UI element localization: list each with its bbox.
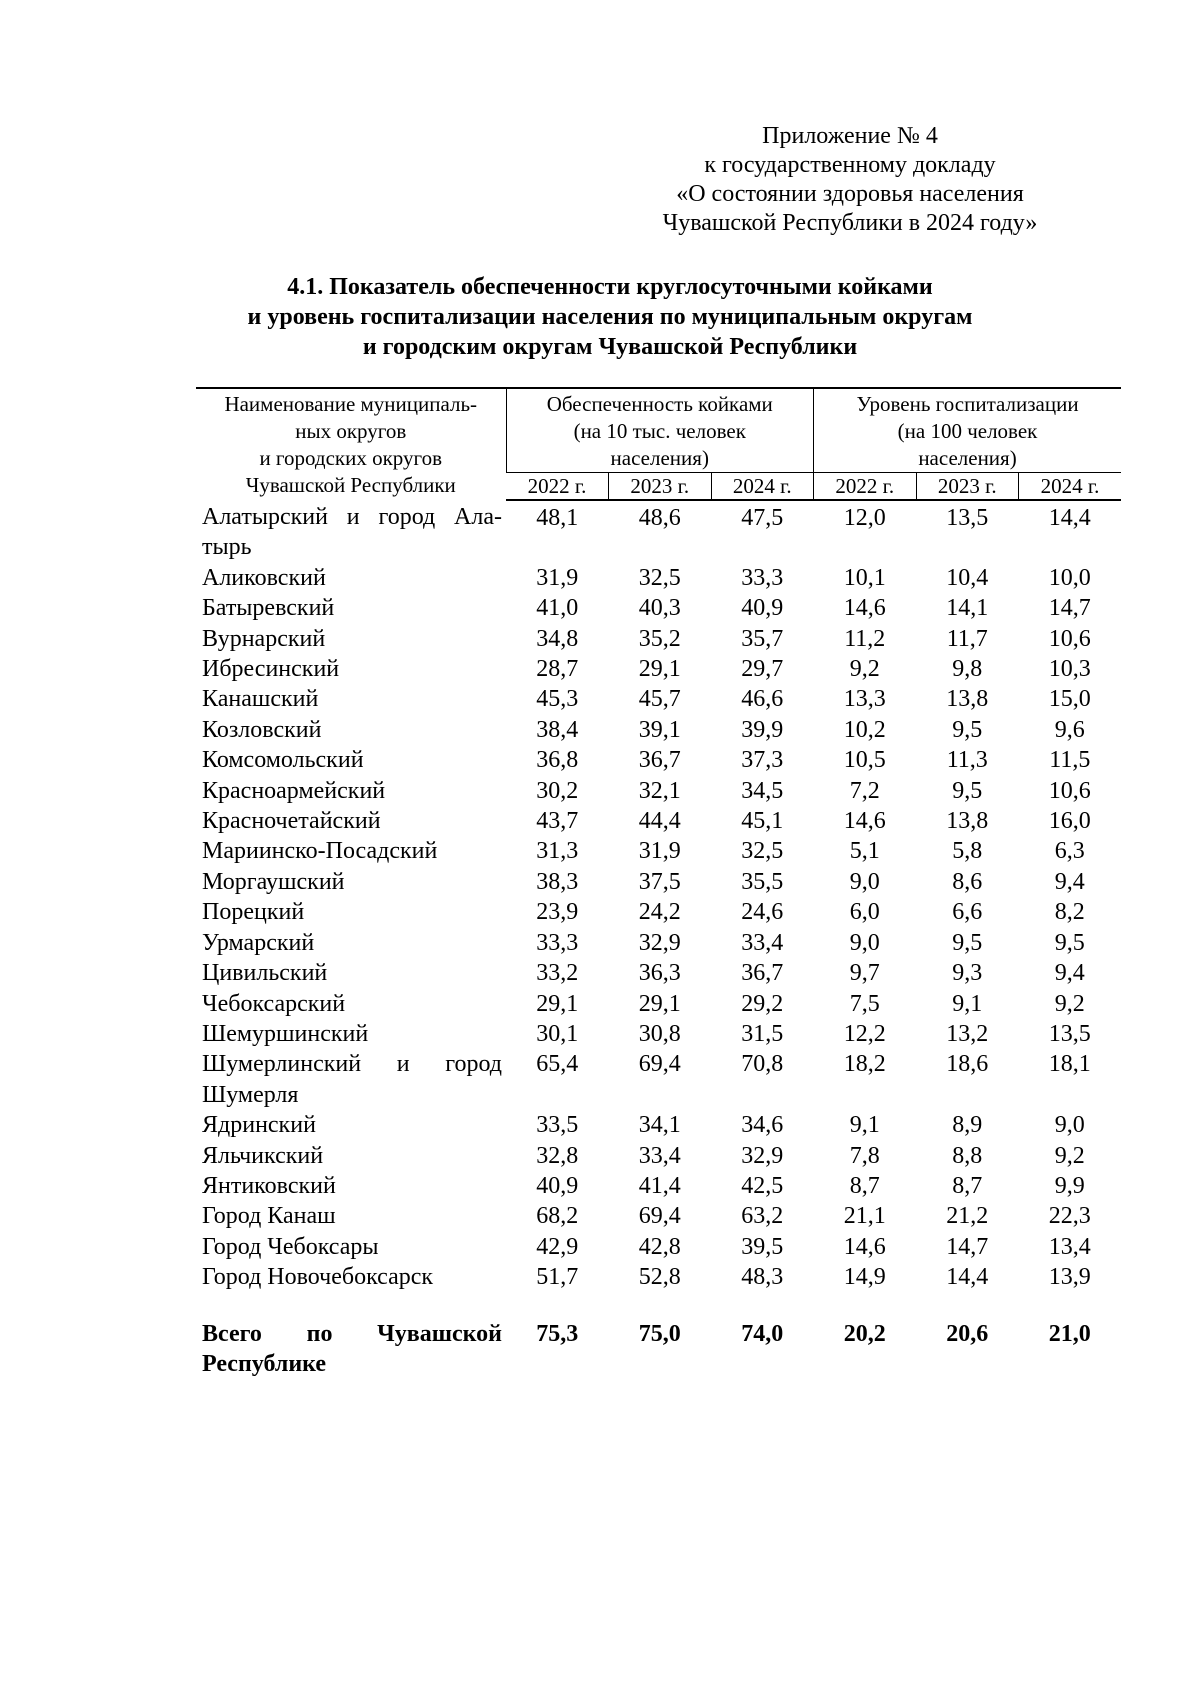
value-cell: 75,3 xyxy=(536,1320,579,1347)
value-cell: 38,4 xyxy=(536,716,579,743)
value-cell: 9,0 xyxy=(849,929,880,956)
value-cell: 36,8 xyxy=(536,747,579,774)
value-cell: 5,8 xyxy=(952,838,983,865)
value-cell: 14,7 xyxy=(1048,595,1091,622)
value-cell: 10,5 xyxy=(843,747,886,774)
value-cell: 8,6 xyxy=(952,868,983,895)
value-cell: 70,8 xyxy=(741,1051,784,1078)
table-row xyxy=(196,1262,1121,1292)
spacer-row xyxy=(196,1293,1121,1319)
value-cell: 29,7 xyxy=(741,656,784,683)
value-cell: 7,2 xyxy=(849,777,880,804)
value-cell: 21,1 xyxy=(843,1203,886,1230)
statistics-table xyxy=(196,387,1121,1379)
table-row xyxy=(196,593,1121,623)
value-cell: 9,0 xyxy=(849,868,880,895)
value-cell: 34,8 xyxy=(536,625,579,652)
value-cell: 33,3 xyxy=(741,564,784,591)
value-cell: 42,5 xyxy=(741,1172,784,1199)
table-row xyxy=(196,1201,1121,1231)
value-cell: 11,7 xyxy=(946,625,988,652)
appendix-line: «О состоянии здоровья населения xyxy=(676,181,1024,207)
value-cell: 14,7 xyxy=(946,1233,989,1260)
value-cell: 13,9 xyxy=(1048,1264,1091,1291)
table-row xyxy=(196,1171,1121,1201)
table-row xyxy=(196,500,1121,563)
value-cell: 14,6 xyxy=(843,595,886,622)
table-row xyxy=(196,1232,1121,1262)
table-row xyxy=(196,897,1121,927)
value-cell: 31,3 xyxy=(536,838,579,865)
value-cell: 46,6 xyxy=(741,686,784,713)
appendix-header xyxy=(600,122,1100,238)
value-cell: 74,0 xyxy=(741,1320,784,1347)
value-cell: 33,3 xyxy=(536,929,579,956)
district-name: Ибресинский xyxy=(202,656,340,683)
value-cell: 35,7 xyxy=(741,625,784,652)
value-cell: 18,6 xyxy=(946,1051,989,1078)
table-row xyxy=(196,836,1121,866)
value-cell: 38,3 xyxy=(536,868,579,895)
value-cell: 36,7 xyxy=(638,747,681,774)
year-header: 2024 г. xyxy=(711,473,814,501)
district-name: Шумерлинский и город Шумерля xyxy=(202,1051,502,1108)
value-cell: 29,2 xyxy=(741,990,784,1017)
year-header: 2023 г. xyxy=(609,473,712,501)
value-cell: 45,3 xyxy=(536,686,579,713)
value-cell: 48,3 xyxy=(741,1264,784,1291)
value-cell: 44,4 xyxy=(638,808,681,835)
value-cell: 13,8 xyxy=(946,686,989,713)
value-cell: 32,1 xyxy=(638,777,681,804)
district-name: Комсомольский xyxy=(202,747,364,774)
value-cell: 9,1 xyxy=(952,990,983,1017)
value-cell: 8,9 xyxy=(952,1112,983,1139)
value-cell: 9,3 xyxy=(952,960,983,987)
value-cell: 13,3 xyxy=(843,686,886,713)
appendix-line: к государственному докладу xyxy=(704,152,996,178)
value-cell: 8,8 xyxy=(952,1142,983,1169)
value-cell: 69,4 xyxy=(638,1051,681,1078)
value-cell: 29,1 xyxy=(638,656,681,683)
value-cell: 45,1 xyxy=(741,808,784,835)
value-cell: 10,3 xyxy=(1048,656,1091,683)
value-cell: 14,1 xyxy=(946,595,989,622)
value-cell: 14,6 xyxy=(843,1233,886,1260)
value-cell: 6,6 xyxy=(952,899,983,926)
title-line: 4.1. Показатель обеспеченности круглосуточными койками xyxy=(287,274,933,300)
value-cell: 40,9 xyxy=(741,595,784,622)
value-cell: 24,6 xyxy=(741,899,784,926)
year-header: 2023 г. xyxy=(916,473,1019,501)
value-cell: 10,6 xyxy=(1048,625,1091,652)
value-cell: 13,5 xyxy=(946,505,989,531)
value-cell: 8,7 xyxy=(952,1172,983,1199)
district-name: Город Чебоксары xyxy=(202,1233,379,1260)
value-cell: 20,2 xyxy=(843,1320,886,1347)
district-name: Порецкий xyxy=(202,899,305,926)
district-name: Канашский xyxy=(202,686,319,713)
value-cell: 35,2 xyxy=(638,625,681,652)
table-row xyxy=(196,1049,1121,1110)
value-cell: 37,5 xyxy=(638,868,681,895)
column-header-hospitalization: Уровень госпитализации (на 100 человек населения) xyxy=(814,388,1122,473)
table-row xyxy=(196,1019,1121,1049)
value-cell: 42,9 xyxy=(536,1233,579,1260)
value-cell: 30,8 xyxy=(638,1020,681,1047)
value-cell: 14,4 xyxy=(1048,505,1091,531)
table-row xyxy=(196,654,1121,684)
value-cell: 52,8 xyxy=(638,1264,681,1291)
value-cell: 9,4 xyxy=(1054,960,1085,987)
table-row xyxy=(196,745,1121,775)
value-cell: 30,1 xyxy=(536,1020,579,1047)
value-cell: 9,0 xyxy=(1054,1112,1085,1139)
value-cell: 8,2 xyxy=(1054,899,1085,926)
value-cell: 36,3 xyxy=(638,960,681,987)
value-cell: 9,1 xyxy=(849,1112,880,1139)
value-cell: 8,7 xyxy=(849,1172,880,1199)
value-cell: 6,0 xyxy=(849,899,880,926)
value-cell: 13,8 xyxy=(946,808,989,835)
value-cell: 14,4 xyxy=(946,1264,989,1291)
value-cell: 10,6 xyxy=(1048,777,1091,804)
table-row xyxy=(196,989,1121,1019)
district-name: Всего по Чувашской Республике xyxy=(202,1320,502,1377)
value-cell: 15,0 xyxy=(1048,686,1091,713)
value-cell: 32,5 xyxy=(741,838,784,865)
value-cell: 11,3 xyxy=(946,747,988,774)
value-cell: 32,9 xyxy=(741,1142,784,1169)
district-name: Шемуршинский xyxy=(202,1020,369,1047)
value-cell: 45,7 xyxy=(638,686,681,713)
value-cell: 32,5 xyxy=(638,564,681,591)
value-cell: 28,7 xyxy=(536,656,579,683)
value-cell: 33,2 xyxy=(536,960,579,987)
table-row xyxy=(196,715,1121,745)
district-name: Алатырский и город Ала-тырь xyxy=(202,504,502,561)
value-cell: 7,8 xyxy=(849,1142,880,1169)
value-cell: 69,4 xyxy=(638,1203,681,1230)
value-cell: 40,9 xyxy=(536,1172,579,1199)
value-cell: 21,2 xyxy=(946,1203,989,1230)
table-row xyxy=(196,958,1121,988)
table-row xyxy=(196,563,1121,593)
total-row xyxy=(196,1319,1121,1380)
value-cell: 31,9 xyxy=(536,564,579,591)
value-cell: 13,4 xyxy=(1048,1233,1091,1260)
value-cell: 33,4 xyxy=(638,1142,681,1169)
table-row xyxy=(196,928,1121,958)
value-cell: 9,2 xyxy=(1054,990,1085,1017)
value-cell: 31,5 xyxy=(741,1020,784,1047)
value-cell: 51,7 xyxy=(536,1264,579,1291)
value-cell: 22,3 xyxy=(1048,1203,1091,1230)
value-cell: 41,0 xyxy=(536,595,579,622)
district-name: Цивильский xyxy=(202,960,328,987)
value-cell: 10,2 xyxy=(843,716,886,743)
value-cell: 9,4 xyxy=(1054,868,1085,895)
value-cell: 43,7 xyxy=(536,808,579,835)
value-cell: 33,5 xyxy=(536,1112,579,1139)
district-name: Урмарский xyxy=(202,929,315,956)
value-cell: 39,9 xyxy=(741,716,784,743)
value-cell: 9,5 xyxy=(952,777,983,804)
district-name: Мариинско-Посадский xyxy=(202,838,438,865)
value-cell: 12,2 xyxy=(843,1020,886,1047)
year-header: 2022 г. xyxy=(814,473,917,501)
value-cell: 40,3 xyxy=(638,595,681,622)
value-cell: 9,6 xyxy=(1054,716,1085,743)
value-cell: 63,2 xyxy=(741,1203,784,1230)
value-cell: 68,2 xyxy=(536,1203,579,1230)
value-cell: 32,9 xyxy=(638,929,681,956)
value-cell: 35,5 xyxy=(741,868,784,895)
value-cell: 39,5 xyxy=(741,1233,784,1260)
district-name: Город Канаш xyxy=(202,1203,336,1230)
value-cell: 47,5 xyxy=(741,505,784,531)
value-cell: 42,8 xyxy=(638,1233,681,1260)
value-cell: 9,9 xyxy=(1054,1172,1085,1199)
district-name: Вурнарский xyxy=(202,625,326,652)
table-row xyxy=(196,1110,1121,1140)
value-cell: 36,7 xyxy=(741,960,784,987)
table-row xyxy=(196,806,1121,836)
value-cell: 37,3 xyxy=(741,747,784,774)
appendix-line: Чувашской Республики в 2024 году» xyxy=(662,210,1038,236)
table-body xyxy=(196,500,1121,1379)
value-cell: 13,2 xyxy=(946,1020,989,1047)
value-cell: 48,1 xyxy=(536,505,579,531)
value-cell: 11,5 xyxy=(1049,747,1091,774)
value-cell: 16,0 xyxy=(1048,808,1091,835)
value-cell: 12,0 xyxy=(843,505,886,531)
value-cell: 29,1 xyxy=(638,990,681,1017)
value-cell: 9,5 xyxy=(952,929,983,956)
value-cell: 9,2 xyxy=(849,656,880,683)
district-name: Батыревский xyxy=(202,595,335,622)
district-name: Яльчикский xyxy=(202,1142,324,1169)
value-cell: 14,6 xyxy=(843,808,886,835)
value-cell: 14,9 xyxy=(843,1264,886,1291)
appendix-line: Приложение № 4 xyxy=(762,123,938,149)
district-name: Аликовский xyxy=(202,564,326,591)
value-cell: 33,4 xyxy=(741,929,784,956)
table-row xyxy=(196,624,1121,654)
value-cell: 10,4 xyxy=(946,564,989,591)
value-cell: 11,2 xyxy=(844,625,886,652)
title-line: и уровень госпитализации населения по муниципальным округам xyxy=(247,304,973,330)
table-row xyxy=(196,1141,1121,1171)
value-cell: 75,0 xyxy=(638,1320,681,1347)
value-cell: 13,5 xyxy=(1048,1020,1091,1047)
value-cell: 34,5 xyxy=(741,777,784,804)
district-name: Янтиковский xyxy=(202,1172,336,1199)
value-cell: 39,1 xyxy=(638,716,681,743)
table-row xyxy=(196,776,1121,806)
district-name: Ядринский xyxy=(202,1112,316,1139)
value-cell: 20,6 xyxy=(946,1320,989,1347)
column-header-beds: Обеспеченность койками (на 10 тыс. человек населения) xyxy=(506,388,814,473)
value-cell: 21,0 xyxy=(1048,1320,1091,1347)
title-line: и городским округам Чувашской Республики xyxy=(362,334,858,360)
value-cell: 18,1 xyxy=(1048,1051,1091,1078)
value-cell: 48,6 xyxy=(638,505,681,531)
district-name: Козловский xyxy=(202,716,322,743)
table-row xyxy=(196,684,1121,714)
value-cell: 31,9 xyxy=(638,838,681,865)
value-cell: 9,8 xyxy=(952,656,983,683)
value-cell: 34,6 xyxy=(741,1112,784,1139)
value-cell: 9,7 xyxy=(849,960,880,987)
district-name: Город Новочебоксарск xyxy=(202,1264,434,1291)
value-cell: 41,4 xyxy=(638,1172,681,1199)
value-cell: 30,2 xyxy=(536,777,579,804)
document-title xyxy=(160,272,1060,362)
district-name: Красночетайский xyxy=(202,808,381,835)
value-cell: 10,1 xyxy=(843,564,886,591)
column-header-district: Наименование муниципаль- ных округов и городских округов Чувашской Республики xyxy=(196,388,506,500)
value-cell: 9,5 xyxy=(952,716,983,743)
year-header: 2024 г. xyxy=(1019,473,1122,501)
value-cell: 18,2 xyxy=(843,1051,886,1078)
value-cell: 5,1 xyxy=(849,838,880,865)
table-row xyxy=(196,867,1121,897)
value-cell: 32,8 xyxy=(536,1142,579,1169)
value-cell: 7,5 xyxy=(849,990,880,1017)
district-name: Красноармейский xyxy=(202,777,386,804)
value-cell: 34,1 xyxy=(638,1112,681,1139)
district-name: Чебоксарский xyxy=(202,990,346,1017)
value-cell: 24,2 xyxy=(638,899,681,926)
value-cell: 23,9 xyxy=(536,899,579,926)
district-name: Моргаушский xyxy=(202,868,345,895)
value-cell: 10,0 xyxy=(1048,564,1091,591)
value-cell: 6,3 xyxy=(1054,838,1085,865)
value-cell: 65,4 xyxy=(536,1051,579,1078)
value-cell: 9,2 xyxy=(1054,1142,1085,1169)
value-cell: 9,5 xyxy=(1054,929,1085,956)
value-cell: 29,1 xyxy=(536,990,579,1017)
year-header: 2022 г. xyxy=(506,473,609,501)
